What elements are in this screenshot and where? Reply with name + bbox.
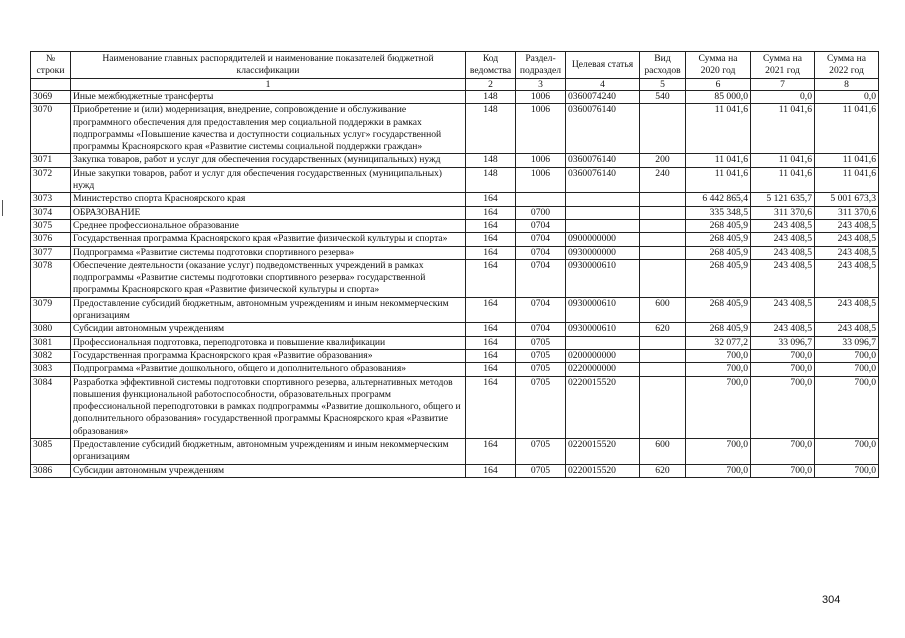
row-name-cell: Подпрограмма «Развитие системы подготовки спортивного резерва» bbox=[71, 246, 466, 259]
table-row bbox=[31, 259, 879, 297]
row-sum-2022-cell: 243 408,5 bbox=[815, 259, 879, 297]
row-sum-2022-cell: 700,0 bbox=[815, 363, 879, 376]
row-dept-cell: 148 bbox=[466, 167, 516, 193]
header-sum-2022: Сумма на 2022 год bbox=[815, 52, 879, 79]
row-sum-2022-cell: 700,0 bbox=[815, 349, 879, 362]
row-sum-2021-cell: 243 408,5 bbox=[751, 323, 815, 336]
row-sum-2020-cell: 268 405,9 bbox=[686, 233, 751, 246]
row-target-cell bbox=[566, 219, 640, 232]
row-target-cell: 0220015520 bbox=[566, 439, 640, 465]
table-row bbox=[31, 206, 879, 219]
row-expense-type-cell bbox=[640, 246, 686, 259]
column-number: 4 bbox=[566, 79, 640, 91]
row-section-cell: 0705 bbox=[516, 439, 566, 465]
row-section-cell: 1006 bbox=[516, 154, 566, 167]
row-name-cell: Подпрограмма «Развитие дошкольного, общего и дополнительного образования» bbox=[71, 363, 466, 376]
row-number-cell: 3086 bbox=[31, 464, 71, 477]
row-sum-2020-cell: 11 041,6 bbox=[686, 154, 751, 167]
row-sum-2020-cell: 268 405,9 bbox=[686, 246, 751, 259]
table-row bbox=[31, 246, 879, 259]
row-sum-2021-cell: 700,0 bbox=[751, 464, 815, 477]
row-target-cell: 0930000610 bbox=[566, 297, 640, 323]
row-sum-2020-cell: 700,0 bbox=[686, 349, 751, 362]
row-section-cell: 0704 bbox=[516, 259, 566, 297]
row-dept-cell: 164 bbox=[466, 464, 516, 477]
row-sum-2022-cell: 0,0 bbox=[815, 91, 879, 104]
row-sum-2022-cell: 700,0 bbox=[815, 439, 879, 465]
row-expense-type-cell bbox=[640, 206, 686, 219]
column-number: 8 bbox=[815, 79, 879, 91]
table-row bbox=[31, 104, 879, 154]
row-sum-2021-cell: 11 041,6 bbox=[751, 167, 815, 193]
row-target-cell: 0360076140 bbox=[566, 167, 640, 193]
row-target-cell: 0360076140 bbox=[566, 104, 640, 154]
row-sum-2021-cell: 5 121 635,7 bbox=[751, 193, 815, 206]
row-section-cell: 1006 bbox=[516, 104, 566, 154]
table-row bbox=[31, 193, 879, 206]
row-name-cell: Среднее профессиональное образование bbox=[71, 219, 466, 232]
row-section-cell: 0705 bbox=[516, 376, 566, 438]
row-section-cell: 0705 bbox=[516, 349, 566, 362]
row-sum-2020-cell: 11 041,6 bbox=[686, 167, 751, 193]
header-sum-2020: Сумма на 2020 год bbox=[686, 52, 751, 79]
row-expense-type-cell: 200 bbox=[640, 154, 686, 167]
row-number-cell: 3071 bbox=[31, 154, 71, 167]
table-row bbox=[31, 349, 879, 362]
row-name-cell: Закупка товаров, работ и услуг для обеспечения государственных (муниципальных) нужд bbox=[71, 154, 466, 167]
row-sum-2020-cell: 268 405,9 bbox=[686, 259, 751, 297]
row-name-cell: Иные закупки товаров, работ и услуг для обеспечения государственных (муниципальных) нужд bbox=[71, 167, 466, 193]
page-number: 304 bbox=[822, 594, 841, 606]
row-sum-2021-cell: 311 370,6 bbox=[751, 206, 815, 219]
row-name-cell: Иные межбюджетные трансферты bbox=[71, 91, 466, 104]
row-sum-2021-cell: 11 041,6 bbox=[751, 104, 815, 154]
row-number-cell: 3084 bbox=[31, 376, 71, 438]
row-sum-2022-cell: 243 408,5 bbox=[815, 219, 879, 232]
row-sum-2020-cell: 700,0 bbox=[686, 439, 751, 465]
row-target-cell: 0220015520 bbox=[566, 376, 640, 438]
row-name-cell: Субсидии автономным учреждениям bbox=[71, 323, 466, 336]
table-row bbox=[31, 323, 879, 336]
row-name-cell: ОБРАЗОВАНИЕ bbox=[71, 206, 466, 219]
column-number: 1 bbox=[71, 79, 466, 91]
header-dept-code: Код ведомства bbox=[466, 52, 516, 79]
row-sum-2021-cell: 11 041,6 bbox=[751, 154, 815, 167]
row-expense-type-cell bbox=[640, 193, 686, 206]
row-expense-type-cell bbox=[640, 336, 686, 349]
row-name-cell: Предоставление субсидий бюджетным, автономным учреждениям и иным некоммерческим организациям bbox=[71, 439, 466, 465]
row-target-cell: 0360074240 bbox=[566, 91, 640, 104]
row-name-cell: Государственная программа Красноярского края «Развитие образования» bbox=[71, 349, 466, 362]
row-expense-type-cell bbox=[640, 104, 686, 154]
row-expense-type-cell: 540 bbox=[640, 91, 686, 104]
column-number: 7 bbox=[751, 79, 815, 91]
header-target: Целевая статья bbox=[566, 52, 640, 79]
row-number-cell: 3081 bbox=[31, 336, 71, 349]
row-number-cell: 3074 bbox=[31, 206, 71, 219]
row-sum-2022-cell: 11 041,6 bbox=[815, 104, 879, 154]
header-section: Раздел-подраздел bbox=[516, 52, 566, 79]
row-number-cell: 3075 bbox=[31, 219, 71, 232]
row-expense-type-cell bbox=[640, 233, 686, 246]
column-number bbox=[31, 79, 71, 91]
row-expense-type-cell bbox=[640, 259, 686, 297]
row-section-cell: 0700 bbox=[516, 206, 566, 219]
table-row bbox=[31, 167, 879, 193]
table-row bbox=[31, 297, 879, 323]
row-dept-cell: 164 bbox=[466, 439, 516, 465]
row-sum-2021-cell: 243 408,5 bbox=[751, 219, 815, 232]
row-sum-2022-cell: 243 408,5 bbox=[815, 323, 879, 336]
row-sum-2020-cell: 700,0 bbox=[686, 363, 751, 376]
row-sum-2021-cell: 700,0 bbox=[751, 439, 815, 465]
row-dept-cell: 148 bbox=[466, 154, 516, 167]
header-name: Наименование главных распорядителей и наименование показателей бюджетной классификации bbox=[71, 52, 466, 79]
row-number-cell: 3085 bbox=[31, 439, 71, 465]
row-section-cell: 0704 bbox=[516, 246, 566, 259]
row-sum-2021-cell: 33 096,7 bbox=[751, 336, 815, 349]
row-target-cell: 0930000610 bbox=[566, 259, 640, 297]
row-sum-2021-cell: 243 408,5 bbox=[751, 259, 815, 297]
row-number-cell: 3069 bbox=[31, 91, 71, 104]
row-section-cell: 0705 bbox=[516, 464, 566, 477]
table-row bbox=[31, 233, 879, 246]
table-row bbox=[31, 376, 879, 438]
row-sum-2021-cell: 700,0 bbox=[751, 349, 815, 362]
row-section-cell: 0704 bbox=[516, 233, 566, 246]
row-section-cell: 1006 bbox=[516, 91, 566, 104]
row-sum-2021-cell: 700,0 bbox=[751, 363, 815, 376]
row-target-cell: 0200000000 bbox=[566, 349, 640, 362]
row-sum-2022-cell: 243 408,5 bbox=[815, 233, 879, 246]
table-row bbox=[31, 91, 879, 104]
row-expense-type-cell bbox=[640, 376, 686, 438]
row-sum-2022-cell: 11 041,6 bbox=[815, 154, 879, 167]
row-sum-2020-cell: 700,0 bbox=[686, 376, 751, 438]
row-dept-cell: 164 bbox=[466, 193, 516, 206]
row-sum-2020-cell: 268 405,9 bbox=[686, 323, 751, 336]
row-number-cell: 3072 bbox=[31, 167, 71, 193]
row-number-cell: 3078 bbox=[31, 259, 71, 297]
row-dept-cell: 164 bbox=[466, 349, 516, 362]
row-number-cell: 3070 bbox=[31, 104, 71, 154]
column-number: 5 bbox=[640, 79, 686, 91]
row-section-cell: 0704 bbox=[516, 297, 566, 323]
row-name-cell: Обеспечение деятельности (оказание услуг) подведомственных учреждений в рамках подпрограммы «Развитие системы подготовки спортивного резерва» государственной программы Красноярского края «Развитие физической культуры и спорта» bbox=[71, 259, 466, 297]
row-sum-2022-cell: 311 370,6 bbox=[815, 206, 879, 219]
row-dept-cell: 164 bbox=[466, 233, 516, 246]
column-number: 3 bbox=[516, 79, 566, 91]
row-dept-cell: 164 bbox=[466, 206, 516, 219]
row-sum-2021-cell: 243 408,5 bbox=[751, 233, 815, 246]
row-number-cell: 3076 bbox=[31, 233, 71, 246]
row-sum-2022-cell: 11 041,6 bbox=[815, 167, 879, 193]
row-section-cell: 0705 bbox=[516, 336, 566, 349]
row-sum-2020-cell: 11 041,6 bbox=[686, 104, 751, 154]
row-sum-2022-cell: 700,0 bbox=[815, 464, 879, 477]
row-sum-2020-cell: 335 348,5 bbox=[686, 206, 751, 219]
row-target-cell: 0930000000 bbox=[566, 246, 640, 259]
header-row bbox=[31, 52, 879, 79]
scan-margin-mark bbox=[2, 200, 3, 216]
row-dept-cell: 164 bbox=[466, 323, 516, 336]
row-name-cell: Государственная программа Красноярского края «Развитие физической культуры и спорта» bbox=[71, 233, 466, 246]
row-target-cell: 0360076140 bbox=[566, 154, 640, 167]
row-name-cell: Предоставление субсидий бюджетным, автономным учреждениям и иным некоммерческим организациям bbox=[71, 297, 466, 323]
row-dept-cell: 164 bbox=[466, 297, 516, 323]
row-sum-2020-cell: 6 442 865,4 bbox=[686, 193, 751, 206]
row-expense-type-cell: 620 bbox=[640, 464, 686, 477]
column-number: 2 bbox=[466, 79, 516, 91]
row-target-cell: 0220015520 bbox=[566, 464, 640, 477]
row-number-cell: 3080 bbox=[31, 323, 71, 336]
row-dept-cell: 164 bbox=[466, 259, 516, 297]
row-section-cell: 1006 bbox=[516, 167, 566, 193]
row-sum-2021-cell: 243 408,5 bbox=[751, 297, 815, 323]
row-name-cell: Профессиональная подготовка, переподготовка и повышение квалификации bbox=[71, 336, 466, 349]
row-section-cell: 0704 bbox=[516, 323, 566, 336]
table-row bbox=[31, 219, 879, 232]
row-sum-2022-cell: 700,0 bbox=[815, 376, 879, 438]
row-section-cell: 0705 bbox=[516, 363, 566, 376]
table-row bbox=[31, 336, 879, 349]
budget-table-container bbox=[30, 51, 878, 478]
row-target-cell: 0220000000 bbox=[566, 363, 640, 376]
row-section-cell bbox=[516, 193, 566, 206]
row-sum-2020-cell: 32 077,2 bbox=[686, 336, 751, 349]
row-expense-type-cell: 240 bbox=[640, 167, 686, 193]
row-dept-cell: 164 bbox=[466, 219, 516, 232]
row-sum-2022-cell: 33 096,7 bbox=[815, 336, 879, 349]
row-sum-2020-cell: 700,0 bbox=[686, 464, 751, 477]
row-sum-2022-cell: 243 408,5 bbox=[815, 246, 879, 259]
row-dept-cell: 148 bbox=[466, 91, 516, 104]
row-sum-2020-cell: 85 000,0 bbox=[686, 91, 751, 104]
table-row bbox=[31, 154, 879, 167]
row-name-cell: Субсидии автономным учреждениям bbox=[71, 464, 466, 477]
row-name-cell: Приобретение и (или) модернизация, внедрение, сопровождение и обслуживание программного обеспечения для предоставления мер социальной поддержки в рамках подпрограммы «Повышение качества и доступности социальных услуг» государственной программы Красноярского края «Развитие системы социальной поддержки граждан» bbox=[71, 104, 466, 154]
row-target-cell: 0930000610 bbox=[566, 323, 640, 336]
table-row bbox=[31, 439, 879, 465]
row-name-cell: Министерство спорта Красноярского края bbox=[71, 193, 466, 206]
row-expense-type-cell bbox=[640, 349, 686, 362]
row-dept-cell: 164 bbox=[466, 376, 516, 438]
row-number-cell: 3079 bbox=[31, 297, 71, 323]
row-dept-cell: 164 bbox=[466, 363, 516, 376]
row-expense-type-cell: 620 bbox=[640, 323, 686, 336]
row-expense-type-cell bbox=[640, 363, 686, 376]
column-number-row bbox=[31, 79, 879, 91]
row-number-cell: 3082 bbox=[31, 349, 71, 362]
row-sum-2022-cell: 5 001 673,3 bbox=[815, 193, 879, 206]
row-target-cell bbox=[566, 193, 640, 206]
row-number-cell: 3077 bbox=[31, 246, 71, 259]
header-expense-type: Вид расходов bbox=[640, 52, 686, 79]
row-number-cell: 3073 bbox=[31, 193, 71, 206]
row-expense-type-cell bbox=[640, 219, 686, 232]
row-dept-cell: 164 bbox=[466, 336, 516, 349]
header-row-no: № строки bbox=[31, 52, 71, 79]
row-sum-2021-cell: 0,0 bbox=[751, 91, 815, 104]
row-target-cell: 0900000000 bbox=[566, 233, 640, 246]
row-expense-type-cell: 600 bbox=[640, 297, 686, 323]
budget-table bbox=[30, 51, 879, 478]
row-sum-2022-cell: 243 408,5 bbox=[815, 297, 879, 323]
row-dept-cell: 164 bbox=[466, 246, 516, 259]
row-section-cell: 0704 bbox=[516, 219, 566, 232]
row-expense-type-cell: 600 bbox=[640, 439, 686, 465]
row-sum-2020-cell: 268 405,9 bbox=[686, 219, 751, 232]
table-row bbox=[31, 363, 879, 376]
row-sum-2021-cell: 700,0 bbox=[751, 376, 815, 438]
row-number-cell: 3083 bbox=[31, 363, 71, 376]
row-sum-2021-cell: 243 408,5 bbox=[751, 246, 815, 259]
row-target-cell bbox=[566, 336, 640, 349]
column-number: 6 bbox=[686, 79, 751, 91]
row-dept-cell: 148 bbox=[466, 104, 516, 154]
table-body bbox=[31, 91, 879, 478]
table-row bbox=[31, 464, 879, 477]
row-target-cell bbox=[566, 206, 640, 219]
row-name-cell: Разработка эффективной системы подготовки спортивного резерва, альтернативных методов повышения функциональной работоспособности, образовательных программ профессиональной переподготовки в рамках подпрограммы «Развитие дошкольного, общего и дополнительного образования» государственной программы Красноярского края «Развитие образования» bbox=[71, 376, 466, 438]
row-sum-2020-cell: 268 405,9 bbox=[686, 297, 751, 323]
header-sum-2021: Сумма на 2021 год bbox=[751, 52, 815, 79]
